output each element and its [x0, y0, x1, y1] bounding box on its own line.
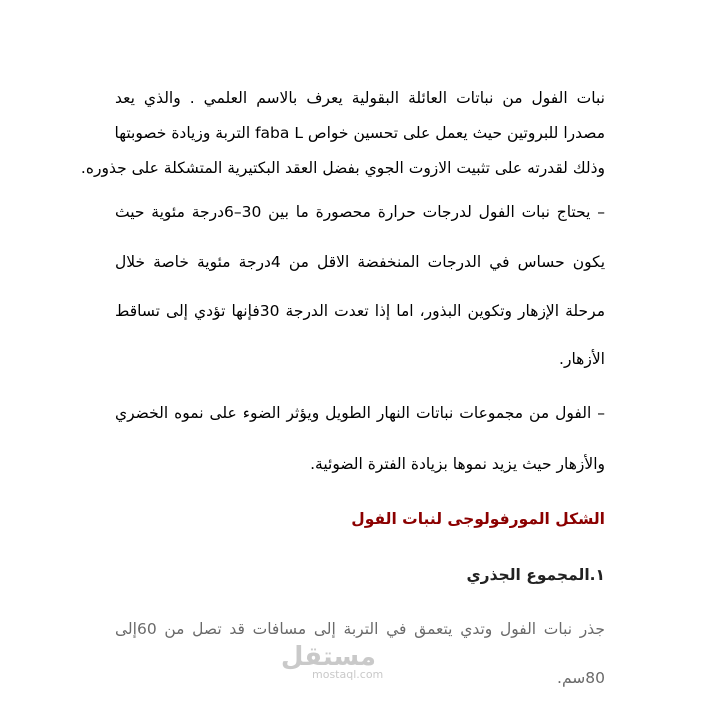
- subheading: ١.المجموع الجذري: [466, 566, 605, 584]
- watermark-arabic: مستقل: [280, 642, 376, 672]
- bullet2-line-2: والأزهار حيث يزيد نموها بزيادة الفترة الضوئية.: [310, 455, 605, 473]
- bullet1-line-3: مرحلة الإزهار وتكوين البذور، اما إذا تعدت الدرجة 30فإنها تؤدي إلى تساقط: [115, 302, 605, 320]
- bullet1-line-4: الأزهار.: [559, 350, 605, 368]
- paragraph2-line-1: جذر نبات الفول وتدي يتعمق في التربة إلى مسافات قد تصل من 60إلى: [115, 620, 605, 638]
- bullet1-line-2: يكون حساس في الدرجات المنخفضة الاقل من 4درجة مئوية خاصة خلال: [115, 253, 606, 271]
- paragraph2-line-2: 80سم.: [557, 669, 605, 687]
- mostaql-watermark: [280, 642, 384, 681]
- paragraph1-line-2: مصدرا للبروتين حيث يعمل على تحسين خواص faba L التربة وزيادة خصوبتها: [114, 124, 605, 142]
- section-heading: الشكل المورفولوجى لنبات الفول: [351, 510, 605, 528]
- bullet2-line-1: – الفول من مجموعات نباتات النهار الطويل ويؤثر الضوء على نموه الخضري: [115, 404, 605, 422]
- bullet1-line-1: – يحتاج نبات الفول لدرجات حرارة محصورة ما بين 30–6درجة مئوية حيث: [115, 203, 605, 221]
- paragraph1-line-3: وذلك لقدرته على تثبيت الازوت الجوي بفضل العقد البكتيرية المتشكلة على جذوره.: [80, 159, 605, 177]
- paragraph1-line-1: نبات الفول من نباتات العائلة البقولية يعرف بالاسم العلمي . والذي يعد: [115, 89, 605, 107]
- watermark-latin: mostaql.com: [312, 668, 384, 681]
